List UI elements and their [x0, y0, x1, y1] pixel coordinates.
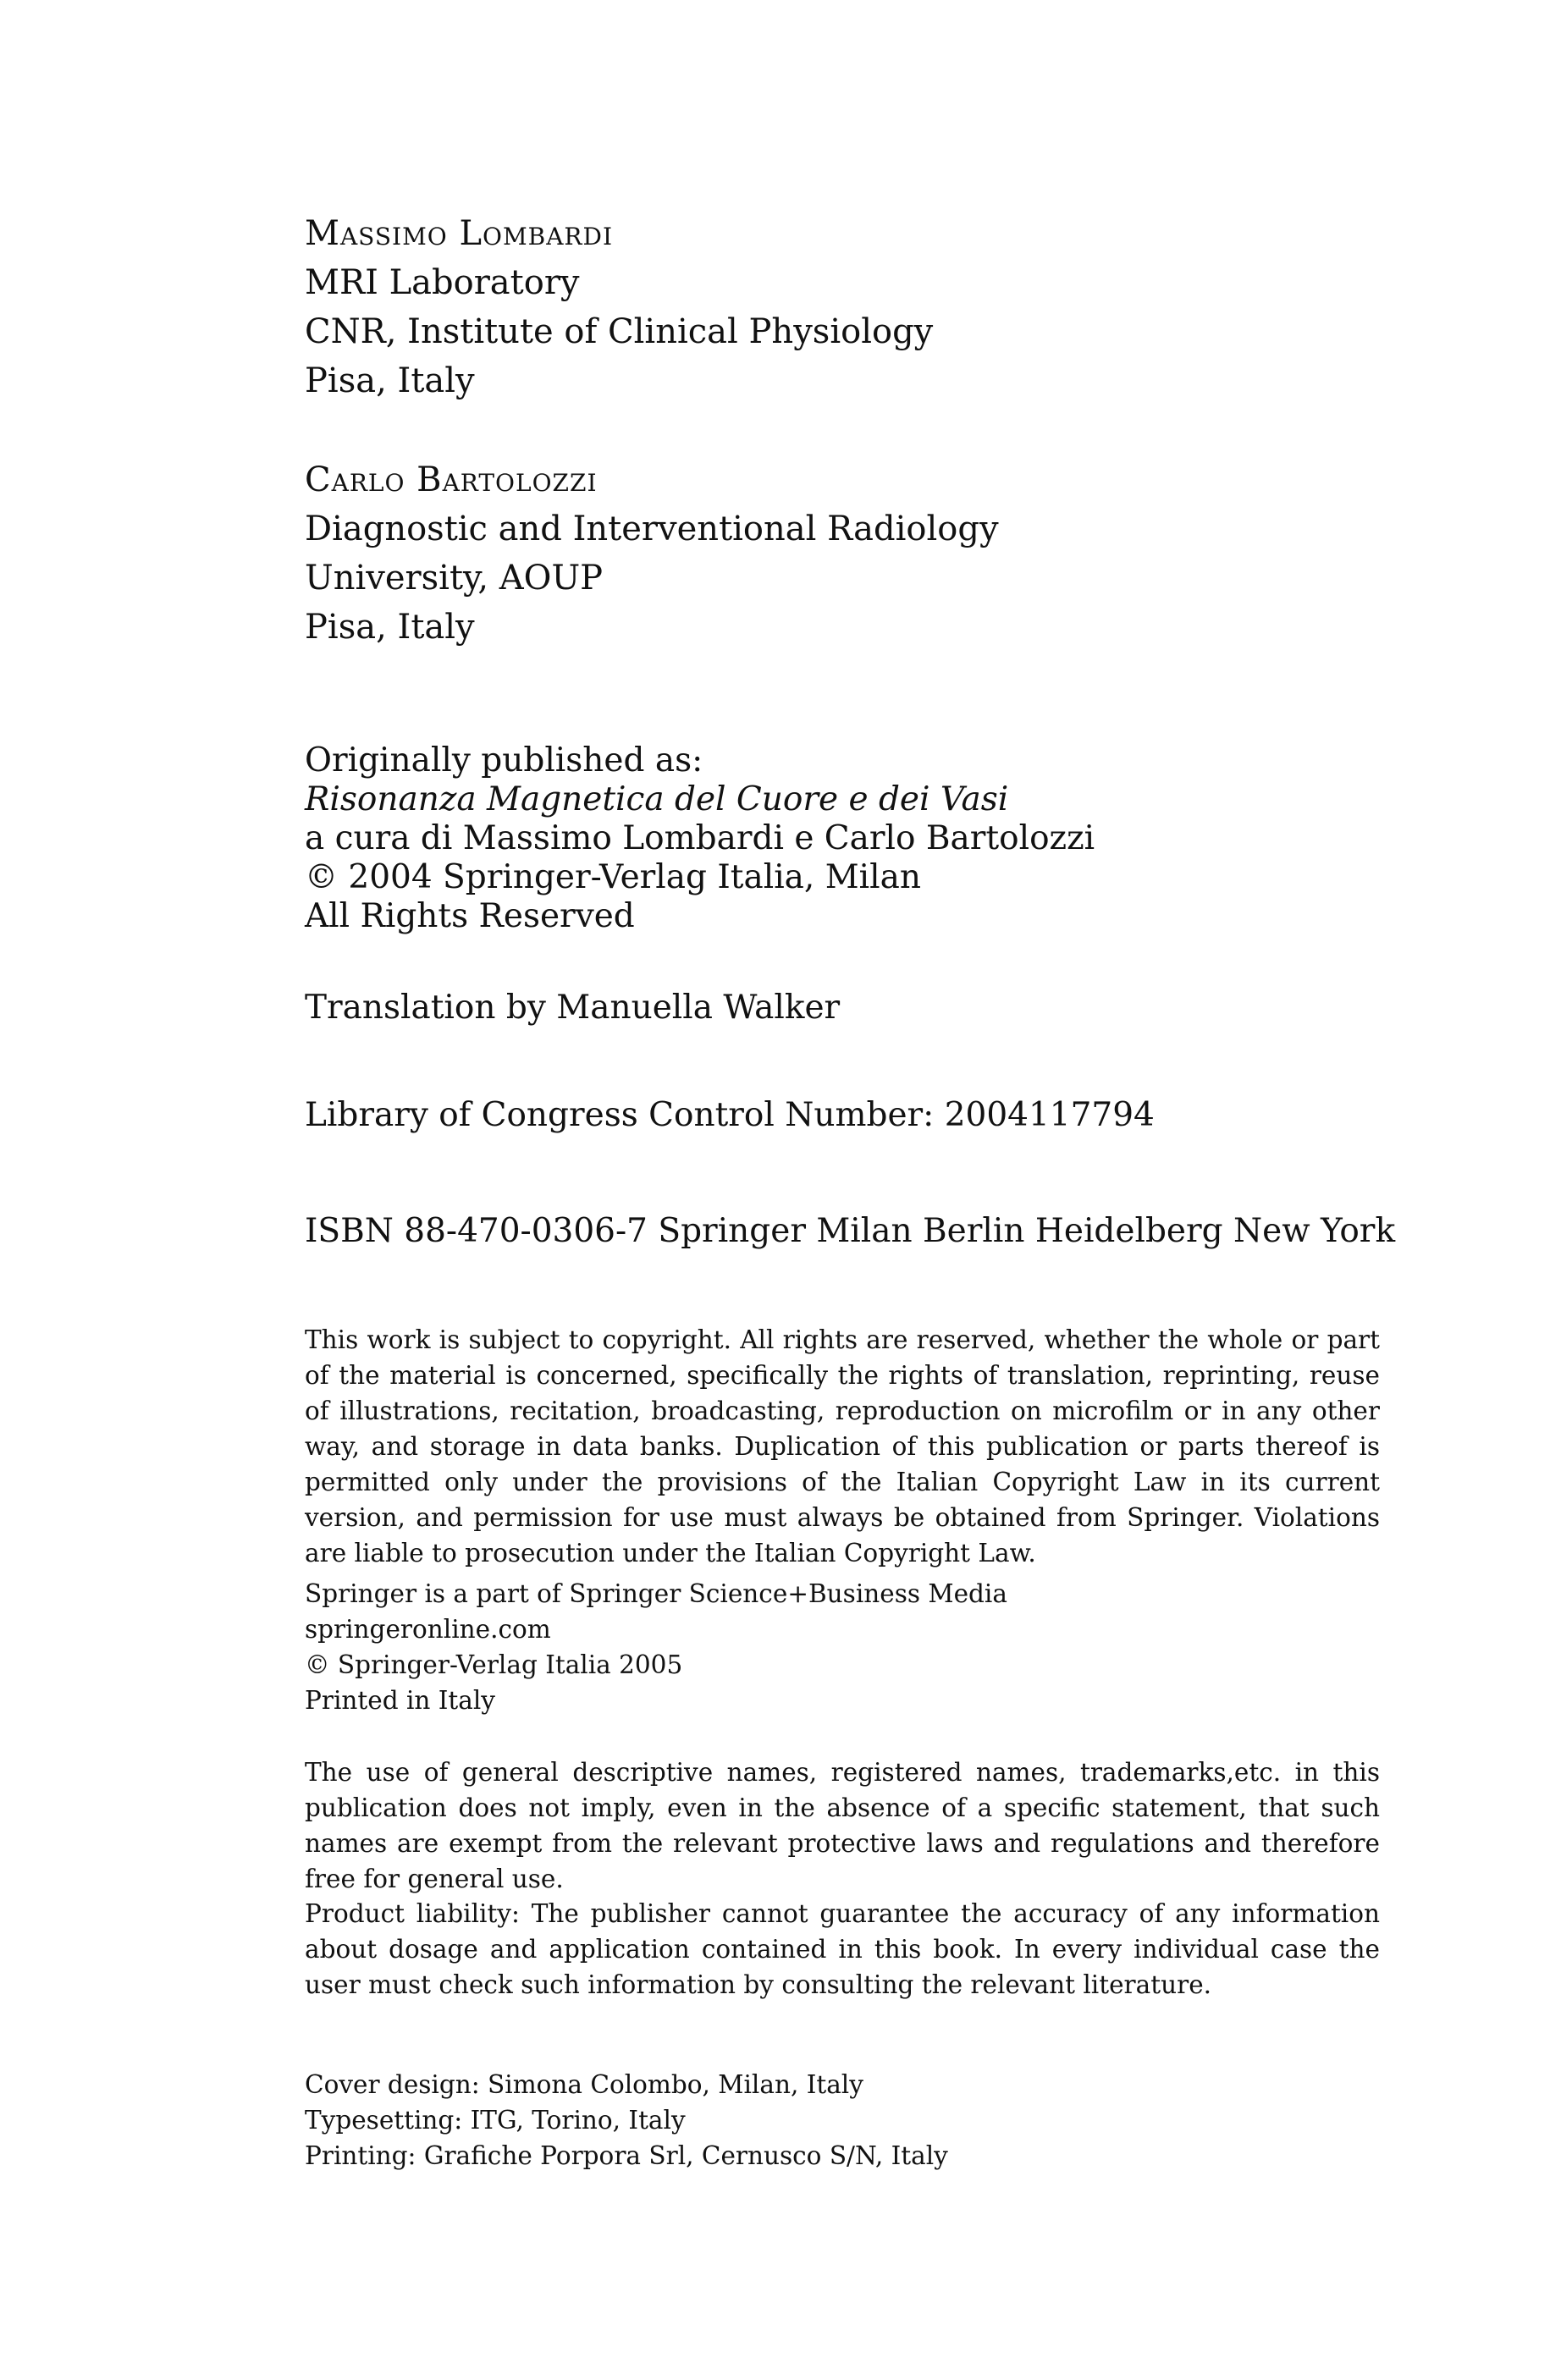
names-notice: The use of general descriptive names, registered names, trademarks,etc. in this publication does not imply, even in the absence of a specific statement, that such names are exempt from the relevant protective laws and regulations and therefore free for general use. [305, 1758, 1380, 1893]
loc-number [305, 1096, 1388, 1135]
affiliation-line: Pisa, Italy [305, 361, 475, 400]
original-title: Risonanza Magnetica del Cuore e dei Vasi [305, 780, 1009, 818]
loc-text: Library of Congress Control Number: 2004117794 [305, 1096, 1155, 1134]
editor-2-affiliation [305, 455, 1388, 652]
affiliation-line: MRI Laboratory [305, 263, 580, 302]
original-label: Originally published as: [305, 741, 703, 780]
original-rights: All Rights Reserved [305, 897, 635, 935]
credit-line: Printing: Grafiche Porpora Srl, Cernusco S/N, Italy [305, 2141, 948, 2170]
isbn-text: ISBN 88-470-0306-7 Springer Milan Berlin Heidelberg New York [305, 1212, 1396, 1250]
isbn [305, 1212, 1396, 1251]
affiliation-line: CNR, Institute of Clinical Physiology [305, 312, 934, 351]
translation-text: Translation by Manuella Walker [305, 989, 841, 1027]
editor-name: Carlo Bartolozzi [305, 460, 598, 499]
publisher-line: Springer is a part of Springer Science+Business Media [305, 1579, 1007, 1608]
publisher-line: © Springer-Verlag Italia 2005 [305, 1650, 683, 1679]
original-publication [305, 741, 1388, 936]
editor-name: Massimo Lombardi [305, 214, 614, 253]
translation-credit [305, 989, 1388, 1027]
affiliation-line: Diagnostic and Interventional Radiology [305, 510, 999, 548]
affiliation-line: Pisa, Italy [305, 608, 475, 647]
publisher-line: Printed in Italy [305, 1686, 495, 1715]
copyright-notice: This work is subject to copyright. All rights are reserved, whether the whole or part of the material is concerned, specifically the rights of translation, reprinting, reuse of illustrations, recitation, broadcasting, reproduction on microfilm or in any other way, and storage in data banks. Duplication of this publication or parts thereof is permitted only under the provisions of the Italian Copyright Law in its current version, and permission for use must always be obtained from Springer. Violations are liable to prosecution under the Italian Copyright Law. [305, 1325, 1380, 1567]
editor-1-affiliation [305, 209, 1388, 405]
credit-line: Typesetting: ITG, Torino, Italy [305, 2106, 686, 2135]
product-liability: Product liability: The publisher cannot guarantee the accuracy of any information about dosage and application contained in this book. In every individual case the user must check such information by consulting the relevant literature. [305, 1899, 1380, 1999]
production-credits [305, 2067, 1388, 2173]
original-editors: a cura di Massimo Lombardi e Carlo Bartolozzi [305, 819, 1095, 857]
original-copyright: © 2004 Springer-Verlag Italia, Milan [305, 858, 921, 896]
affiliation-line: University, AOUP [305, 559, 604, 598]
credit-line: Cover design: Simona Colombo, Milan, Italy [305, 2070, 863, 2099]
publisher-line: springeronline.com [305, 1615, 551, 1644]
publisher-info [305, 1576, 1388, 1718]
